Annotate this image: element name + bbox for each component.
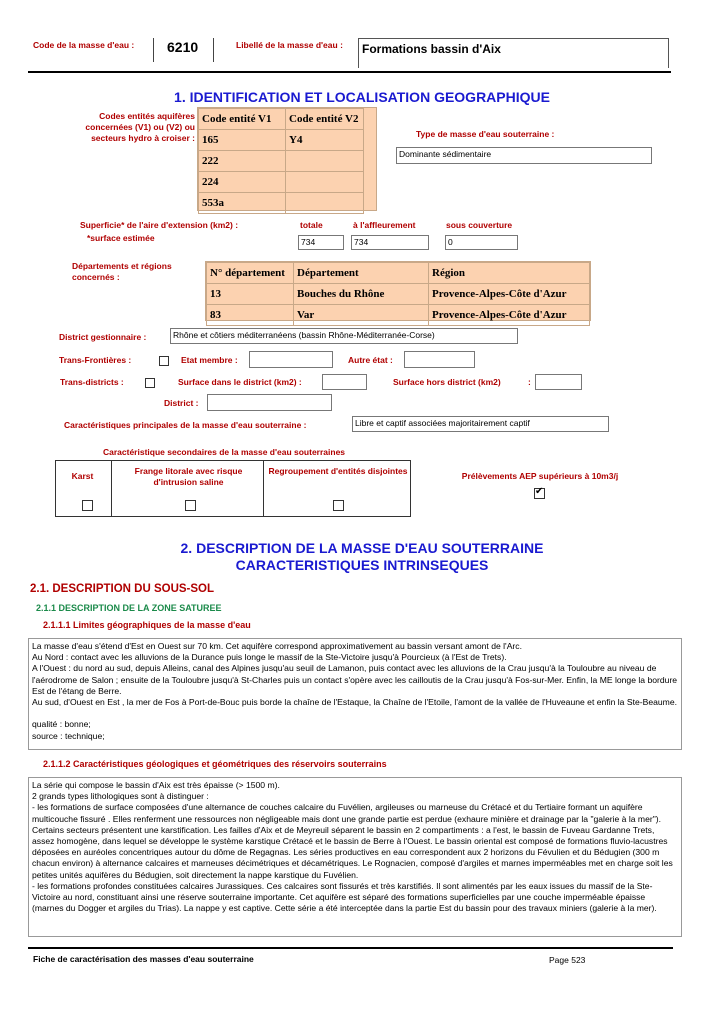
- affleurement-field[interactable]: 734: [351, 235, 429, 250]
- prelevements-label: Prélèvements AEP supérieurs à 10m3/j: [461, 471, 619, 481]
- departements-label: Départements et régions concernés :: [72, 261, 172, 282]
- type-label: Type de masse d'eau souterraine :: [416, 129, 555, 139]
- codes-cell: 553a: [199, 193, 286, 214]
- divider: [263, 461, 264, 516]
- col-totale: totale: [300, 220, 323, 230]
- sub2111-heading: 2.1.1.1 Limites géographiques de la masse d'eau: [43, 620, 251, 630]
- prelevements-checkbox-checked[interactable]: [534, 488, 545, 499]
- libelle-label: Libellé de la masse d'eau :: [236, 40, 343, 50]
- couverture-field[interactable]: 0: [445, 235, 518, 250]
- etat-membre-label: Etat membre :: [181, 355, 238, 365]
- divider: [213, 38, 214, 62]
- surface-dans-field[interactable]: [322, 374, 367, 390]
- dept-table-box: [205, 261, 591, 321]
- regroupement-label: Regroupement d'entités disjointes: [268, 466, 408, 476]
- autre-etat-field[interactable]: [404, 351, 475, 368]
- dept-cell: Var: [294, 305, 429, 326]
- dept-header-num: N° département: [207, 263, 294, 284]
- header-rule: [28, 71, 671, 73]
- sub21-heading: 2.1. DESCRIPTION DU SOUS-SOL: [30, 583, 215, 595]
- dept-cell: Provence-Alpes-Côte d'Azur: [429, 305, 590, 326]
- col-couverture: sous couverture: [446, 220, 513, 230]
- codes-header-v2: Code entité V2: [286, 109, 364, 130]
- trans-districts-label: Trans-districts :: [60, 377, 124, 387]
- sub2112-heading: 2.1.1.2 Caractéristiques géologiques et géométriques des réservoirs souterrains: [43, 759, 387, 769]
- codes-cell: 224: [199, 172, 286, 193]
- dept-header-region: Région: [429, 263, 590, 284]
- trans-frontieres-label: Trans-Frontières :: [59, 355, 132, 365]
- colon: :: [528, 377, 531, 387]
- dept-cell: Bouches du Rhône: [294, 284, 429, 305]
- codes-cell: Y4: [286, 130, 364, 151]
- codes-cell: 165: [199, 130, 286, 151]
- district2-field[interactable]: [207, 394, 332, 411]
- libelle-value: Formations bassin d'Aix: [362, 42, 501, 56]
- dept-cell: 13: [207, 284, 294, 305]
- trans-districts-checkbox[interactable]: [145, 378, 155, 388]
- regroupement-checkbox[interactable]: [333, 500, 344, 511]
- geologie-text: La série qui compose le bassin d'Aix est très épaisse (> 1500 m). 2 grands types lithologiques sont à distinguer : - les formations de surface composées d'une alternance de couches calcaire du Fuvélien, argileuses ou marneuse du Crétacé et du Tertiaire formant un aquifère multicouche fissuré . Elles renferment une ressources non négligeable mais dont une grande partie est perdue (exhaure minière et drainage par la "galerie à la mer"). Certains secteurs présentent une karstification. Les failles d'Aix et de Meyreuil séparent le bassin en 2 compartiments : a l'est, le bassin de Fuveau Gardanne Trets, assez homogène, dans lequel se développe le système karstique Crétacé et le bassin de Berre à l'Ouest. Le bassin oriental est composé de formations fluvio-lacustres déposées en auréoles concentriques autour du dôme de Regagnas. Les séries productives en eau correspondent aux 2 horizons du Févulien et du Bédugien (300 m chacun environ) à alternance calcaires et marneuses décimétriques et décamétriques. Le Rognacien, composé d'argiles et marnes imperméables met en charge soit les petites unités aquifères du Bédugien, soit directement la nappe karstique du Fuvélien. - les formations profondes constituées calcaires Jurassiques. Ces calcaires sont fissurés et très karstifiés. Il sont alimentés par les eaux issues du massif de la Ste-Victoire au nord, constituant ainsi une réserve souterraine importante. Cet aquifère est séparé des formations superficielles par une couche imperméable épaisse (marnes du Dogger et argiles du Trias). La nappe y est captive. Cette série a été interceptée dans la partie Est du bassin pour des travaux miniers (galerie à la mer).: [28, 777, 682, 937]
- carac-secondaires-label: Caractéristique secondaires de la masse d'eau souterraines: [103, 447, 346, 457]
- totale-field[interactable]: 734: [298, 235, 344, 250]
- type-field[interactable]: Dominante sédimentaire: [396, 147, 652, 164]
- surface-note: *surface estimée: [87, 233, 155, 243]
- sub211-heading: 2.1.1 DESCRIPTION DE LA ZONE SATUREE: [36, 603, 222, 613]
- superficie-label: Superficie* de l'aire d'extension (km2) :: [80, 220, 239, 230]
- trans-frontieres-checkbox[interactable]: [159, 356, 169, 366]
- carac-principales-field[interactable]: Libre et captif associées majoritairement captif: [352, 416, 609, 432]
- code-value: 6210: [167, 39, 199, 55]
- frange-label: Frange litorale avec risque d'intrusion saline: [134, 466, 243, 487]
- surface-dans-label: Surface dans le district (km2) :: [178, 377, 302, 387]
- footer-left: Fiche de caractérisation des masses d'eau souterraine: [33, 954, 254, 964]
- etat-membre-field[interactable]: [249, 351, 333, 368]
- codes-cell: 222: [199, 151, 286, 172]
- dept-cell: 83: [207, 305, 294, 326]
- surface-hors-label: Surface hors district (km2): [393, 377, 501, 387]
- autre-etat-label: Autre état :: [348, 355, 393, 365]
- carac-principales-label: Caractéristiques principales de la masse d'eau souterraine :: [64, 420, 307, 430]
- footer-rule: [28, 947, 673, 949]
- karst-checkbox[interactable]: [82, 500, 93, 511]
- district2-label: District :: [164, 398, 199, 408]
- libelle-box: [358, 38, 669, 68]
- district-field[interactable]: Rhône et côtiers méditerranéens (bassin Rhône-Méditerranée-Corse): [170, 328, 518, 344]
- codes-cell: [286, 193, 364, 214]
- dept-header-name: Département: [294, 263, 429, 284]
- codes-cell: [286, 172, 364, 193]
- code-label: Code de la masse d'eau :: [33, 40, 135, 50]
- karst-label: Karst: [71, 471, 94, 481]
- divider: [111, 461, 112, 516]
- codes-cell: [286, 151, 364, 172]
- codes-header-v1: Code entité V1: [199, 109, 286, 130]
- col-affleurement: à l'affleurement: [353, 220, 416, 230]
- frange-checkbox[interactable]: [185, 500, 196, 511]
- limites-text: La masse d'eau s'étend d'Est en Ouest sur 70 km. Cet aquifère correspond approximativement au bassin versant amont de l'Arc. Au Nord : contact avec les alluvions de la Durance puis longe le massif de la Ste-Victoire jusqu'à Pourcieux (à l'Est de Trets). A l'Ouest : du nord au sud, depuis Alleins, canal des Alpines jusqu'au seuil de Lamanon, puis contact avec les alluvions de la Crau jusqu'à la Touloubre au niveau de l'aérodrome de Salon ; ensuite de la Touloubre jusqu'à St-Charles puis un contact s'opère avec les cailloutis de la Crau jusqu'à Fos-sur-Mer. Enfin, la ME longe la bordure Est de l'étang de Berre. Au sud, d'Ouest en Est , la mer de Fos à Port-de-Bouc puis borde la chaîne de l'Estaque, la Chaîne de l'Etoile, l'amont de la vallée de l'Huveaune et enfin la Ste-Beaume. qualité : bonne; source : technique;: [28, 638, 682, 750]
- footer-page: Page 523: [549, 955, 586, 965]
- dept-cell: Provence-Alpes-Côte d'Azur: [429, 284, 590, 305]
- divider: [153, 38, 154, 62]
- section2-title-line2: CARACTERISTIQUES INTRINSEQUES: [235, 557, 489, 573]
- codes-label: Codes entités aquifères concernées (V1) ou (V2) ou secteurs hydro à croiser :: [85, 111, 195, 143]
- surface-hors-field[interactable]: [535, 374, 582, 390]
- section1-title: 1. IDENTIFICATION ET LOCALISATION GEOGRAPHIQUE: [174, 89, 550, 105]
- section2-title-line1: 2. DESCRIPTION DE LA MASSE D'EAU SOUTERRAINE: [180, 540, 544, 556]
- codes-table-box: [197, 107, 377, 211]
- district-label: District gestionnaire :: [59, 332, 147, 342]
